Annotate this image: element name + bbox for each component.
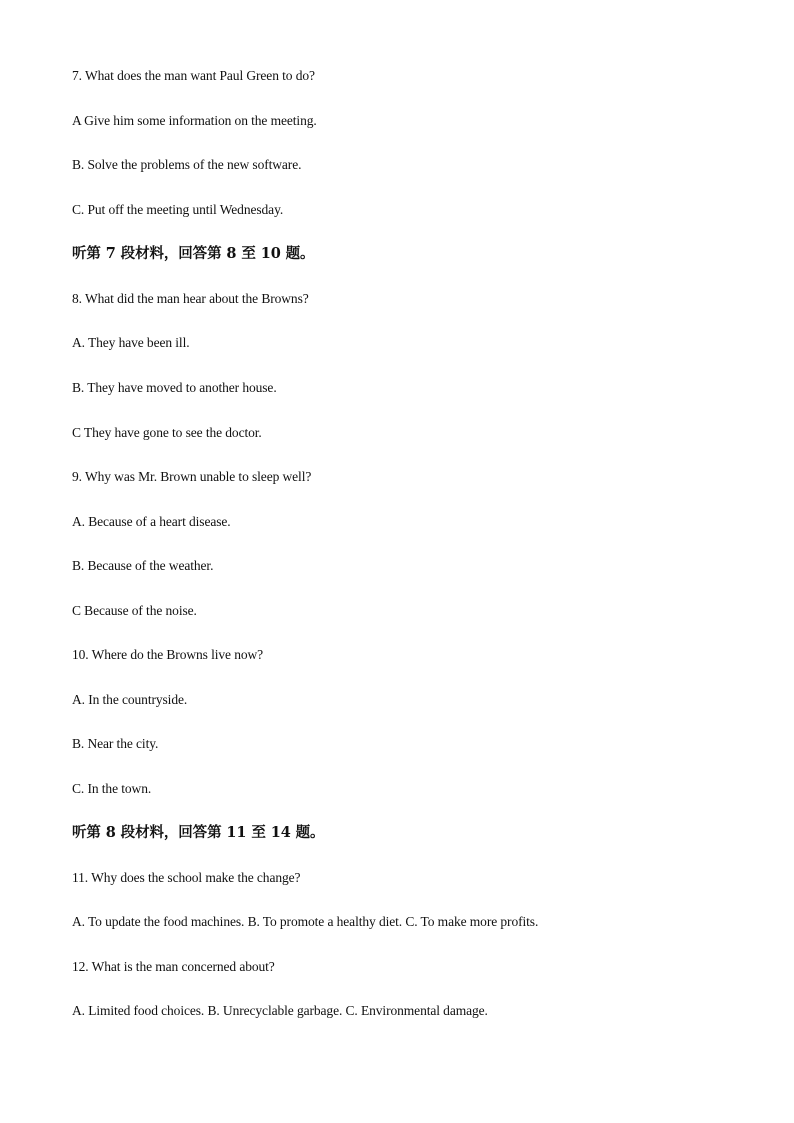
question-12: 12. What is the man concerned about? bbox=[72, 959, 275, 974]
question-7-option-a: A Give him some information on the meeting. bbox=[72, 113, 317, 128]
question-8-option-b: B. They have moved to another house. bbox=[72, 380, 277, 395]
question-10-option-b: B. Near the city. bbox=[72, 736, 159, 751]
section-heading-passage-7: 听第 7 段材料，回答第 8 至 10 题。 bbox=[72, 245, 315, 262]
question-10-option-a: A. In the countryside. bbox=[72, 692, 188, 707]
question-10: 10. Where do the Browns live now? bbox=[72, 647, 264, 662]
question-9-option-a: A. Because of a heart disease. bbox=[72, 514, 231, 529]
question-11-options: A. To update the food machines. B. To promote a healthy diet. C. To make more profits. bbox=[72, 914, 539, 929]
question-8-option-c: C They have gone to see the doctor. bbox=[72, 425, 262, 440]
question-10-option-c: C. In the town. bbox=[72, 781, 152, 796]
question-8: 8. What did the man hear about the Browns? bbox=[72, 291, 309, 306]
question-8-option-a: A. They have been ill. bbox=[72, 335, 190, 350]
question-12-options: A. Limited food choices. B. Unrecyclable garbage. C. Environmental damage. bbox=[72, 1003, 488, 1018]
question-9-option-c: C Because of the noise. bbox=[72, 603, 197, 618]
question-9-option-b: B. Because of the weather. bbox=[72, 558, 214, 573]
question-7-option-b: B. Solve the problems of the new software. bbox=[72, 157, 302, 172]
question-11: 11. Why does the school make the change? bbox=[72, 870, 301, 885]
question-7: 7. What does the man want Paul Green to do? bbox=[72, 68, 315, 83]
section-heading-passage-8: 听第 8 段材料，回答第 11 至 14 题。 bbox=[72, 824, 325, 841]
question-9: 9. Why was Mr. Brown unable to sleep well? bbox=[72, 469, 312, 484]
question-7-option-c: C. Put off the meeting until Wednesday. bbox=[72, 202, 284, 217]
